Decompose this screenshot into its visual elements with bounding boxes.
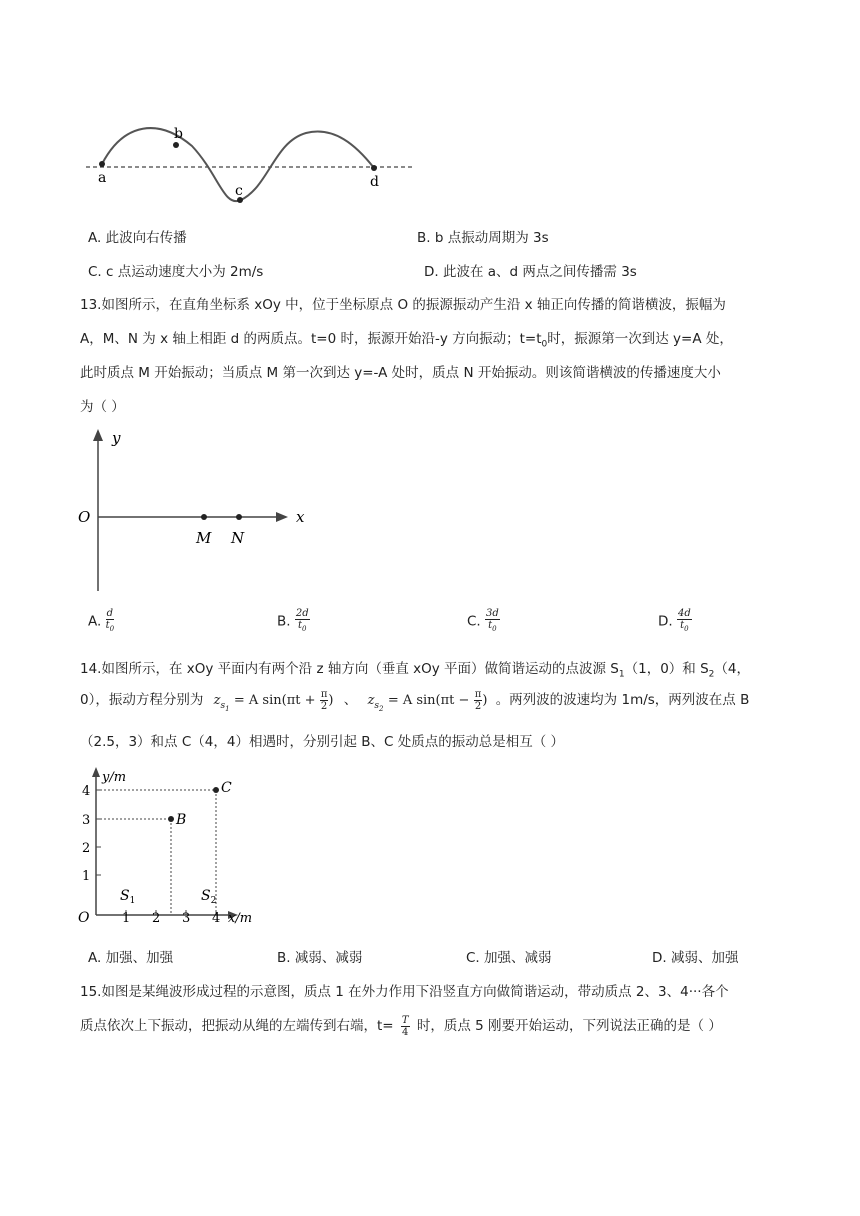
q12-option-a: A. 此波向右传播 xyxy=(88,230,187,246)
q13-point-m xyxy=(201,514,207,520)
q13-line3: 此时质点 M 开始振动；当质点 M 第一次到达 y=-A 处时，质点 N 开始振动。则该简谐横波的传播速度大小 xyxy=(80,365,721,381)
q12-label-b: b xyxy=(174,126,183,142)
q13-line2: A，M、N 为 x 轴上相距 d 的两质点。t=0 时，振源开始沿-y 方向振动；$t=t_0$时，振源第一次到达 y=A 处， xyxy=(80,331,733,350)
svg-text:1: 1 xyxy=(122,911,131,926)
svg-text:2: 2 xyxy=(152,911,161,926)
q14-equation-1: $z_{s_1} = A$ sin(πt + $\frac{\pi}{2}$ ) xyxy=(213,688,334,713)
q13-x-arrow xyxy=(276,512,288,522)
q12-wave-figure xyxy=(84,120,414,215)
q13-axis-figure xyxy=(76,425,316,597)
svg-text:O: O xyxy=(78,910,90,926)
q13-line4: 为（ ） xyxy=(80,399,125,415)
svg-text:1: 1 xyxy=(82,869,91,884)
q14-option-c: C. 加强、减弱 xyxy=(466,950,552,966)
svg-text:S2: $S_2$ xyxy=(201,888,217,906)
svg-text:x/m: x/m xyxy=(228,911,253,926)
q12-option-c: C. c 点运动速度大小为 2m/s xyxy=(88,264,264,280)
q14-coordinate-figure xyxy=(76,765,266,930)
svg-text:4: 4 xyxy=(82,784,91,799)
q13-label-m: M xyxy=(196,529,212,547)
q13-option-a: A. $\frac{d}{t_0}$ xyxy=(88,608,115,633)
q12-label-c: c xyxy=(235,183,243,199)
q13-label-o: O xyxy=(78,508,91,526)
q12-label-a: a xyxy=(98,170,107,186)
q14-point-c xyxy=(213,787,219,793)
q12-point-d xyxy=(371,165,377,171)
q14-line1: 14.如图所示，在 xOy 平面内有两个沿 z 轴方向（垂直 xOy 平面）做简谐运动的点波源 $S_1(1$，0）和 $S_2(4$， xyxy=(80,661,750,680)
q14-line3: （2.5，3）和点 C（4，4）相遇时，分别引起 B、C 处质点的振动总是相互（ ） xyxy=(80,734,565,750)
q13-line1: 13.如图所示，在直角坐标系 xOy 中，位于坐标原点 O 的振源振动产生沿 x 轴正向传播的简谐横波，振幅为 xyxy=(80,297,726,313)
q14-option-d: D. 减弱、加强 xyxy=(652,950,739,966)
q13-option-c: C. $\frac{3d}{t_0}$ xyxy=(467,608,499,633)
q12-label-d: d xyxy=(370,174,379,190)
q14-option-b: B. 减弱、减弱 xyxy=(277,950,363,966)
q13-label-x: x xyxy=(296,508,305,526)
svg-text:C: C xyxy=(221,780,232,796)
q14-equation-2: $z_{s_2} = A$ sin(πt − $\frac{\pi}{2}$ ) xyxy=(367,688,488,713)
q12-option-b: B. b 点振动周期为 3s xyxy=(417,230,549,246)
q14-point-b xyxy=(168,816,174,822)
q14-option-a: A. 加强、加强 xyxy=(88,950,174,966)
svg-text:B: B xyxy=(176,812,187,828)
svg-text:2: 2 xyxy=(82,841,91,856)
q13-option-b: B. $\frac{2d}{t_0}$ xyxy=(277,608,309,633)
q12-point-a xyxy=(99,161,105,167)
q14-line2: 0），振动方程分别为 $z_{s_1} = A$ sin(πt + $\frac{\pi}{2}$ ) 、 $z_{s_2} = A$ sin(πt − $\frac{\pi}{2}$ ) 。两列波的波速均为 1m/s，两列波在点 B xyxy=(80,688,750,713)
q13-point-n xyxy=(236,514,242,520)
q13-label-y: y xyxy=(112,429,121,447)
svg-text:3: 3 xyxy=(182,911,191,926)
q12-option-d: D. 此波在 a、d 两点之间传播需 3s xyxy=(424,264,637,280)
q15-line2: 质点依次上下振动，把振动从绳的左端传到右端，t= $\frac{T}{4}$ 时，质点 5 刚要开始运动，下列说法正确的是（ ） xyxy=(80,1014,722,1038)
q13-label-n: N xyxy=(231,529,245,547)
q13-y-arrow xyxy=(93,429,103,441)
q12-point-b xyxy=(173,142,179,148)
svg-text:3: 3 xyxy=(82,813,91,828)
svg-text:S1: $S_1$ xyxy=(120,888,136,906)
q15-line1: 15.如图是某绳波形成过程的示意图，质点 1 在外力作用下沿竖直方向做简谐运动，带动质点 2、3、4···各个 xyxy=(80,984,729,1000)
q13-option-d: D. $\frac{4d}{t_0}$ xyxy=(658,608,691,633)
svg-text:y/m: y/m xyxy=(102,770,127,785)
svg-text:4: 4 xyxy=(212,911,221,926)
